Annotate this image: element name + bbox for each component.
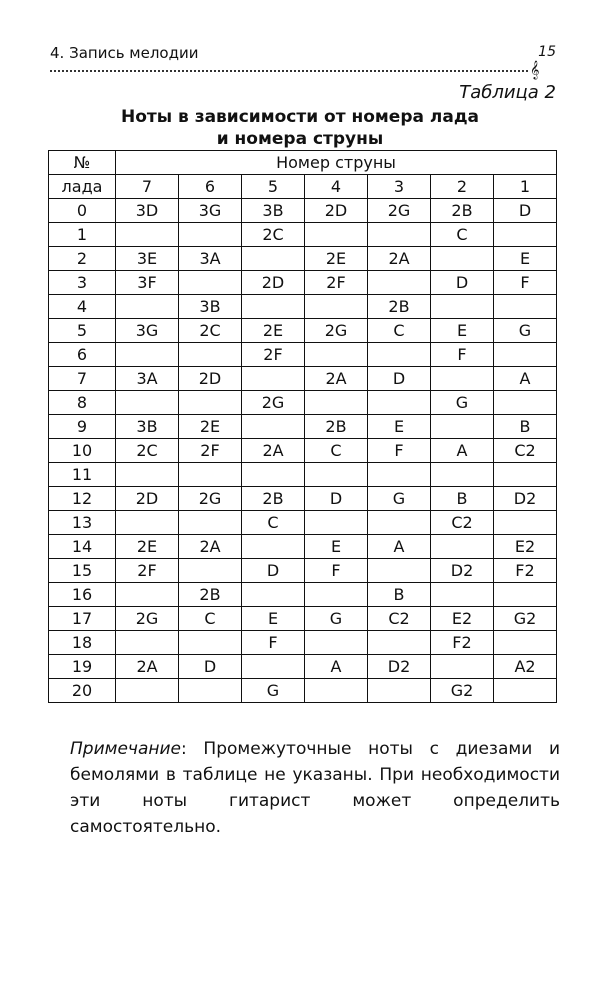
running-header-chapter: 4. Запись мелодии — [50, 44, 199, 62]
table-row — [49, 655, 557, 679]
note-cell — [494, 583, 557, 607]
note-cell: 3F — [116, 271, 179, 295]
note-cell: 2F — [116, 559, 179, 583]
note-cell — [431, 583, 494, 607]
table-title-line1: Ноты в зависимости от номера лада — [120, 107, 480, 127]
note-cell: F — [368, 439, 431, 463]
note-cell — [494, 343, 557, 367]
fret-number: 5 — [49, 319, 116, 343]
table-row — [49, 367, 557, 391]
fret-number: 11 — [49, 463, 116, 487]
note-cell: 2G — [368, 199, 431, 223]
fret-number: 2 — [49, 247, 116, 271]
note-cell: E — [242, 607, 305, 631]
table-row — [49, 439, 557, 463]
note-cell: F — [431, 343, 494, 367]
note-cell: 2G — [242, 391, 305, 415]
note-cell: 2F — [305, 271, 368, 295]
note-cell — [242, 415, 305, 439]
note-cell: 2C — [242, 223, 305, 247]
table-row — [49, 463, 557, 487]
table-row — [49, 631, 557, 655]
note-cell — [305, 223, 368, 247]
note-cell — [368, 511, 431, 535]
fret-number: 14 — [49, 535, 116, 559]
note-cell — [242, 583, 305, 607]
note-cell: 3G — [116, 319, 179, 343]
table-row — [49, 343, 557, 367]
note-cell — [431, 535, 494, 559]
note-cell: 2A — [368, 247, 431, 271]
note-cell: 2A — [305, 367, 368, 391]
fret-number: 6 — [49, 343, 116, 367]
table-row — [49, 679, 557, 703]
fret-number: 1 — [49, 223, 116, 247]
treble-ornament-icon: 𝄞 — [530, 60, 540, 79]
note-cell: 2G — [116, 607, 179, 631]
note-cell — [116, 583, 179, 607]
note-cell — [116, 631, 179, 655]
fret-number: 15 — [49, 559, 116, 583]
note-cell: G2 — [494, 607, 557, 631]
note-cell — [179, 679, 242, 703]
fret-number: 20 — [49, 679, 116, 703]
note-cell: E2 — [494, 535, 557, 559]
note-cell — [368, 631, 431, 655]
note-cell — [242, 247, 305, 271]
footnote-label: Примечание — [70, 739, 181, 759]
note-cell: G — [368, 487, 431, 511]
note-cell — [242, 535, 305, 559]
note-cell — [179, 559, 242, 583]
string-number: 6 — [179, 175, 242, 199]
note-cell — [242, 463, 305, 487]
string-number: 1 — [494, 175, 557, 199]
string-number: 4 — [305, 175, 368, 199]
note-cell — [431, 415, 494, 439]
table-title-line2: и номера струны — [216, 129, 384, 149]
table-caption: Таблица 2 — [459, 82, 556, 103]
note-cell: F — [494, 271, 557, 295]
table-row — [49, 415, 557, 439]
string-number: 2 — [431, 175, 494, 199]
note-cell: 2G — [305, 319, 368, 343]
note-cell: 2B — [431, 199, 494, 223]
note-cell: A — [494, 367, 557, 391]
note-cell: E — [494, 247, 557, 271]
note-cell: 2D — [179, 367, 242, 391]
note-cell: C2 — [494, 439, 557, 463]
note-cell — [116, 223, 179, 247]
table-row — [49, 535, 557, 559]
table-row — [49, 223, 557, 247]
note-cell: 2E — [242, 319, 305, 343]
table-row — [49, 607, 557, 631]
note-cell: C — [431, 223, 494, 247]
note-cell: D — [242, 559, 305, 583]
note-cell — [242, 295, 305, 319]
note-cell — [431, 247, 494, 271]
note-cell: 3E — [116, 247, 179, 271]
note-cell: 2B — [242, 487, 305, 511]
fret-number: 0 — [49, 199, 116, 223]
note-cell: A2 — [494, 655, 557, 679]
note-cell — [305, 391, 368, 415]
note-cell: 2B — [179, 583, 242, 607]
note-cell: 2A — [242, 439, 305, 463]
header-row — [49, 175, 557, 199]
note-cell: D2 — [431, 559, 494, 583]
note-cell — [368, 679, 431, 703]
note-cell: 2D — [116, 487, 179, 511]
note-cell: D — [431, 271, 494, 295]
note-cell: 2C — [116, 439, 179, 463]
string-header: Номер струны — [116, 151, 557, 175]
footnote-text: : Промежуточные ноты с диезами и бемолями в таблице не указаны. При необходимости эти ноты гитарист может определить самостоятельно. — [70, 739, 560, 837]
note-cell: G — [494, 319, 557, 343]
table-row — [49, 391, 557, 415]
note-cell — [494, 511, 557, 535]
note-cell — [116, 391, 179, 415]
fret-number: 12 — [49, 487, 116, 511]
table-row — [49, 583, 557, 607]
note-cell: D2 — [494, 487, 557, 511]
note-cell: A — [368, 535, 431, 559]
note-cell — [494, 679, 557, 703]
fret-number: 13 — [49, 511, 116, 535]
note-cell — [368, 343, 431, 367]
note-cell: D — [494, 199, 557, 223]
note-cell: F2 — [431, 631, 494, 655]
fret-header-bottom: лада — [49, 175, 116, 199]
note-cell: 2B — [305, 415, 368, 439]
note-cell — [242, 367, 305, 391]
note-cell — [305, 343, 368, 367]
note-cell: 2A — [179, 535, 242, 559]
note-cell — [431, 655, 494, 679]
table-row — [49, 511, 557, 535]
note-cell — [305, 583, 368, 607]
string-number: 7 — [116, 175, 179, 199]
note-cell: 2A — [116, 655, 179, 679]
note-cell: C — [242, 511, 305, 535]
table-row — [49, 487, 557, 511]
note-cell: 3B — [242, 199, 305, 223]
note-cell — [179, 391, 242, 415]
note-cell — [116, 679, 179, 703]
note-cell: E — [305, 535, 368, 559]
note-cell: 2E — [179, 415, 242, 439]
note-cell — [368, 391, 431, 415]
note-cell: 3B — [116, 415, 179, 439]
note-cell — [116, 511, 179, 535]
fret-number: 9 — [49, 415, 116, 439]
note-cell: F2 — [494, 559, 557, 583]
note-cell — [494, 391, 557, 415]
note-cell — [179, 631, 242, 655]
note-cell: 2F — [179, 439, 242, 463]
fret-number: 17 — [49, 607, 116, 631]
note-cell: 3G — [179, 199, 242, 223]
note-cell — [431, 463, 494, 487]
string-number: 5 — [242, 175, 305, 199]
header-row — [49, 151, 557, 175]
page-number: 15 — [538, 44, 556, 60]
note-cell — [116, 295, 179, 319]
dotted-rule — [50, 62, 528, 72]
note-cell — [368, 463, 431, 487]
table-row — [49, 247, 557, 271]
note-cell: C — [179, 607, 242, 631]
note-cell — [305, 679, 368, 703]
note-cell: G — [431, 391, 494, 415]
note-cell: E — [368, 415, 431, 439]
note-cell — [368, 559, 431, 583]
notes-table — [48, 150, 557, 703]
note-cell: C2 — [368, 607, 431, 631]
note-cell: B — [431, 487, 494, 511]
note-cell — [305, 631, 368, 655]
note-cell — [179, 271, 242, 295]
note-cell: E2 — [431, 607, 494, 631]
note-cell — [242, 655, 305, 679]
note-cell: D — [179, 655, 242, 679]
note-cell: 2D — [242, 271, 305, 295]
note-cell: D2 — [368, 655, 431, 679]
note-cell — [494, 295, 557, 319]
footnote — [70, 736, 560, 840]
fret-number: 16 — [49, 583, 116, 607]
note-cell — [179, 511, 242, 535]
note-cell — [305, 511, 368, 535]
note-cell — [179, 343, 242, 367]
fret-number: 7 — [49, 367, 116, 391]
note-cell: C2 — [431, 511, 494, 535]
note-cell: D — [305, 487, 368, 511]
string-number: 3 — [368, 175, 431, 199]
fret-number: 19 — [49, 655, 116, 679]
note-cell: A — [431, 439, 494, 463]
note-cell: 3B — [179, 295, 242, 319]
note-cell: G2 — [431, 679, 494, 703]
note-cell — [431, 367, 494, 391]
fret-header-top: № — [49, 151, 116, 175]
note-cell — [494, 463, 557, 487]
fret-number: 4 — [49, 295, 116, 319]
fret-number: 8 — [49, 391, 116, 415]
note-cell — [431, 295, 494, 319]
note-cell: 2E — [116, 535, 179, 559]
fret-number: 3 — [49, 271, 116, 295]
table-row — [49, 199, 557, 223]
note-cell: C — [305, 439, 368, 463]
note-cell — [305, 463, 368, 487]
fret-number: 18 — [49, 631, 116, 655]
note-cell — [179, 463, 242, 487]
note-cell — [116, 463, 179, 487]
note-cell: F — [305, 559, 368, 583]
note-cell — [368, 223, 431, 247]
note-cell — [305, 295, 368, 319]
note-cell: 2G — [179, 487, 242, 511]
note-cell: 2E — [305, 247, 368, 271]
note-cell: G — [305, 607, 368, 631]
note-cell — [494, 223, 557, 247]
table-row — [49, 295, 557, 319]
note-cell: F — [242, 631, 305, 655]
table-title — [0, 106, 600, 150]
table-row — [49, 319, 557, 343]
fret-number: 10 — [49, 439, 116, 463]
note-cell: A — [305, 655, 368, 679]
note-cell: B — [494, 415, 557, 439]
note-cell: 2B — [368, 295, 431, 319]
table-row — [49, 271, 557, 295]
note-cell — [494, 631, 557, 655]
note-cell: 2D — [305, 199, 368, 223]
note-cell: C — [368, 319, 431, 343]
note-cell: D — [368, 367, 431, 391]
note-cell — [368, 271, 431, 295]
note-cell: 3A — [116, 367, 179, 391]
note-cell: 2C — [179, 319, 242, 343]
note-cell: E — [431, 319, 494, 343]
note-cell: G — [242, 679, 305, 703]
note-cell: 3D — [116, 199, 179, 223]
note-cell: 2F — [242, 343, 305, 367]
table-row — [49, 559, 557, 583]
note-cell: 3A — [179, 247, 242, 271]
note-cell — [116, 343, 179, 367]
note-cell — [179, 223, 242, 247]
note-cell: B — [368, 583, 431, 607]
